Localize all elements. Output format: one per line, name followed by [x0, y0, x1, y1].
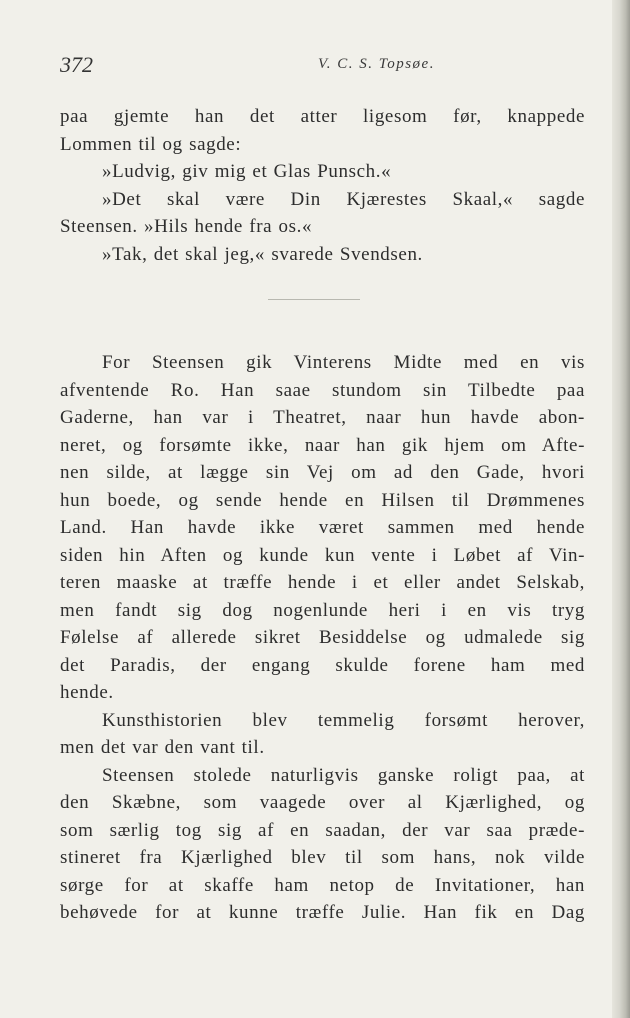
text-line: »Ludvig, giv mig et Glas Punsch.«	[102, 161, 392, 182]
text-line: teren maaske at træffe hende i et eller andet Selskab,	[60, 572, 585, 593]
text-line: »Tak, det skal jeg,« svarede Svendsen.	[102, 243, 423, 265]
text-line: men det var den vant til.	[60, 737, 265, 758]
text-line: sørge for at skaffe ham netop de Invitationer, han	[60, 874, 585, 896]
text-line: »Det skal være Din Kjærestes Skaal,« sagde	[102, 188, 585, 210]
text-line: siden hin Aften og kunde kun vente i Løbet af Vin-	[60, 544, 585, 566]
narrative-block	[60, 349, 585, 927]
text-line: behøvede for at kunne træffe Julie. Han fik en Dag	[60, 902, 585, 923]
text-line: For Steensen gik Vinterens Midte med en vis	[102, 352, 585, 373]
text-line: Steensen. »Hils hende fra os.«	[60, 216, 313, 237]
page-edge	[612, 0, 630, 1018]
text-line: hun boede, og sende hende en Hilsen til Drømmenes	[60, 489, 585, 511]
text-line: Kunsthistorien blev temmelig forsømt herover,	[102, 709, 585, 731]
text-line: som særlig tog sig af en saadan, der var saa præde-	[60, 819, 585, 841]
running-head: V. C. S. Topsøe.	[318, 56, 435, 72]
text-line: afventende Ro. Han saae stundom sin Tilbedte paa	[60, 379, 585, 401]
text-line: Lommen til og sagde:	[60, 133, 242, 155]
text-line: den Skæbne, som vaagede over al Kjærlighed, og	[60, 792, 585, 813]
text-line: nen silde, at lægge sin Vej om ad den Gade, hvori	[60, 462, 585, 483]
text-line: stineret fra Kjærlighed blev til som hans, nok vilde	[60, 847, 585, 868]
page-header	[60, 52, 585, 80]
text-line: men fandt sig dog nogenlunde heri i en vis tryg	[60, 599, 585, 621]
text-line: hende.	[60, 682, 114, 703]
text-line: Land. Han havde ikke været sammen med hende	[60, 517, 585, 538]
page-number: 372	[60, 52, 93, 77]
text-line: Steensen stolede naturligvis ganske roligt paa, at	[102, 764, 585, 786]
text-line: det Paradis, der engang skulde forene ham med	[60, 654, 585, 676]
text-line: Følelse af allerede sikret Besiddelse og udmalede sig	[60, 627, 585, 648]
text-line: neret, og forsømte ikke, naar han gik hjem om Afte-	[60, 434, 585, 456]
text-line: paa gjemte han det atter ligesom før, knappede	[60, 106, 585, 127]
text-line: Gaderne, han var i Theatret, naar hun havde abon-	[60, 407, 585, 428]
dialogue-block	[60, 103, 585, 268]
section-divider	[268, 299, 360, 300]
